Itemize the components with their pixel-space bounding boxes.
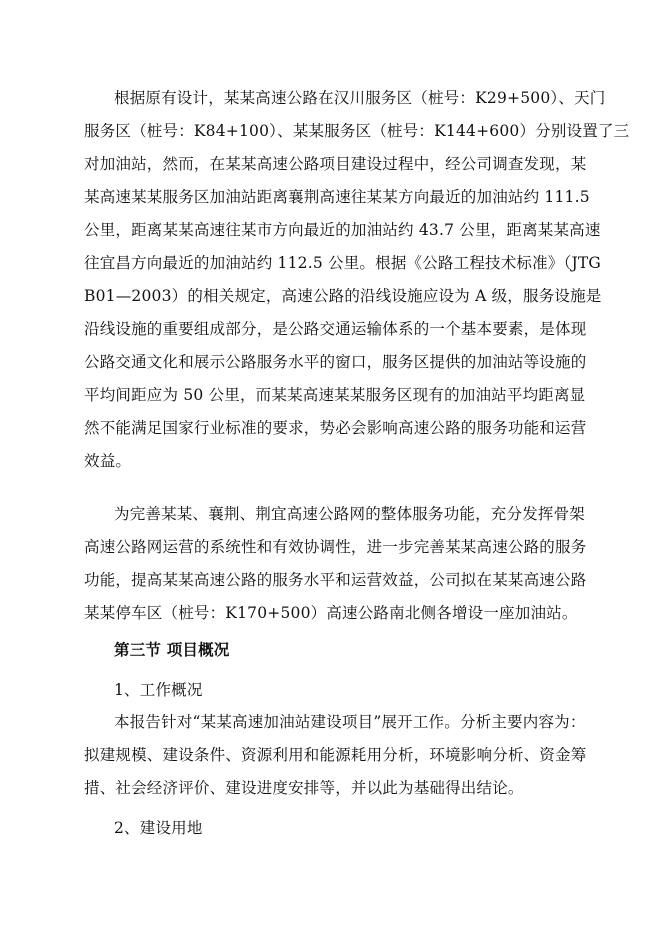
paragraph-2-line: 高速公路网运营的系统性和有效协调性，进一步完善某某高速公路的服务: [84, 538, 587, 556]
paragraph-1-line: 公路交通文化和展示公路服务水平的窗口，服务区提供的加油站等设施的: [84, 353, 587, 371]
paragraph-1-line: 效益。: [84, 452, 132, 470]
paragraph-2-line: 为完善某某、襄荆、荆宜高速公路网的整体服务功能，充分发挥骨架: [114, 505, 586, 523]
paragraph-3-line: 本报告针对“某某高速加油站建设项目”展开工作。分析主要内容为：: [114, 713, 586, 731]
paragraph-2-line: 功能，提高某某高速公路的服务水平和运营效益，公司拟在某某高速公路: [84, 571, 587, 589]
paragraph-2-line: 某某停车区（桩号：K170+500）高速公路南北侧各增设一座加油站。: [84, 604, 578, 622]
paragraph-1-line: 公里，距离某某高速往某市方向最近的加油站约 43.7 公里，距离某某高速: [84, 221, 601, 239]
paragraph-3-line: 拟建规模、建设条件、资源利用和能源耗用分析，环境影响分析、资金筹: [84, 746, 587, 764]
paragraph-1-line: B01—2003）的相关规定，高速公路的沿线设施应设为 A 级，服务设施是: [84, 287, 602, 305]
paragraph-1-line: 沿线设施的重要组成部分，是公路交通运输体系的一个基本要素，是体现: [84, 320, 587, 338]
paragraph-1-line: 根据原有设计，某某高速公路在汉川服务区（桩号：K29+500）、天门: [114, 89, 606, 107]
paragraph-1-line: 对加油站，然而，在某某高速公路项目建设过程中，经公司调查发现，某: [84, 155, 587, 173]
paragraph-3-line: 措、社会经济评价、建设进度安排等，并以此为基础得出结论。: [84, 779, 524, 797]
section-heading: 第三节 项目概况: [114, 640, 230, 659]
paragraph-1-line: 某高速某某服务区加油站距离襄荆高速往某某方向最近的加油站约 111.5: [84, 188, 590, 206]
subheading-land-use: 2、建设用地: [114, 819, 203, 837]
paragraph-1-line: 平均间距应为 50 公里，而某某高速某某服务区现有的加油站平均距离显: [84, 386, 586, 404]
paragraph-1-line: 然不能满足国家行业标准的要求，势必会影响高速公路的服务功能和运营: [84, 419, 587, 437]
subheading-work-overview: 1、工作概况: [114, 681, 203, 699]
paragraph-1-line: 服务区（桩号：K84+100）、某某服务区（桩号：K144+600）分别设置了三: [84, 122, 630, 140]
paragraph-1-line: 往宜昌方向最近的加油站约 112.5 公里。根据《公路工程技术标准》（JTG: [84, 254, 602, 272]
